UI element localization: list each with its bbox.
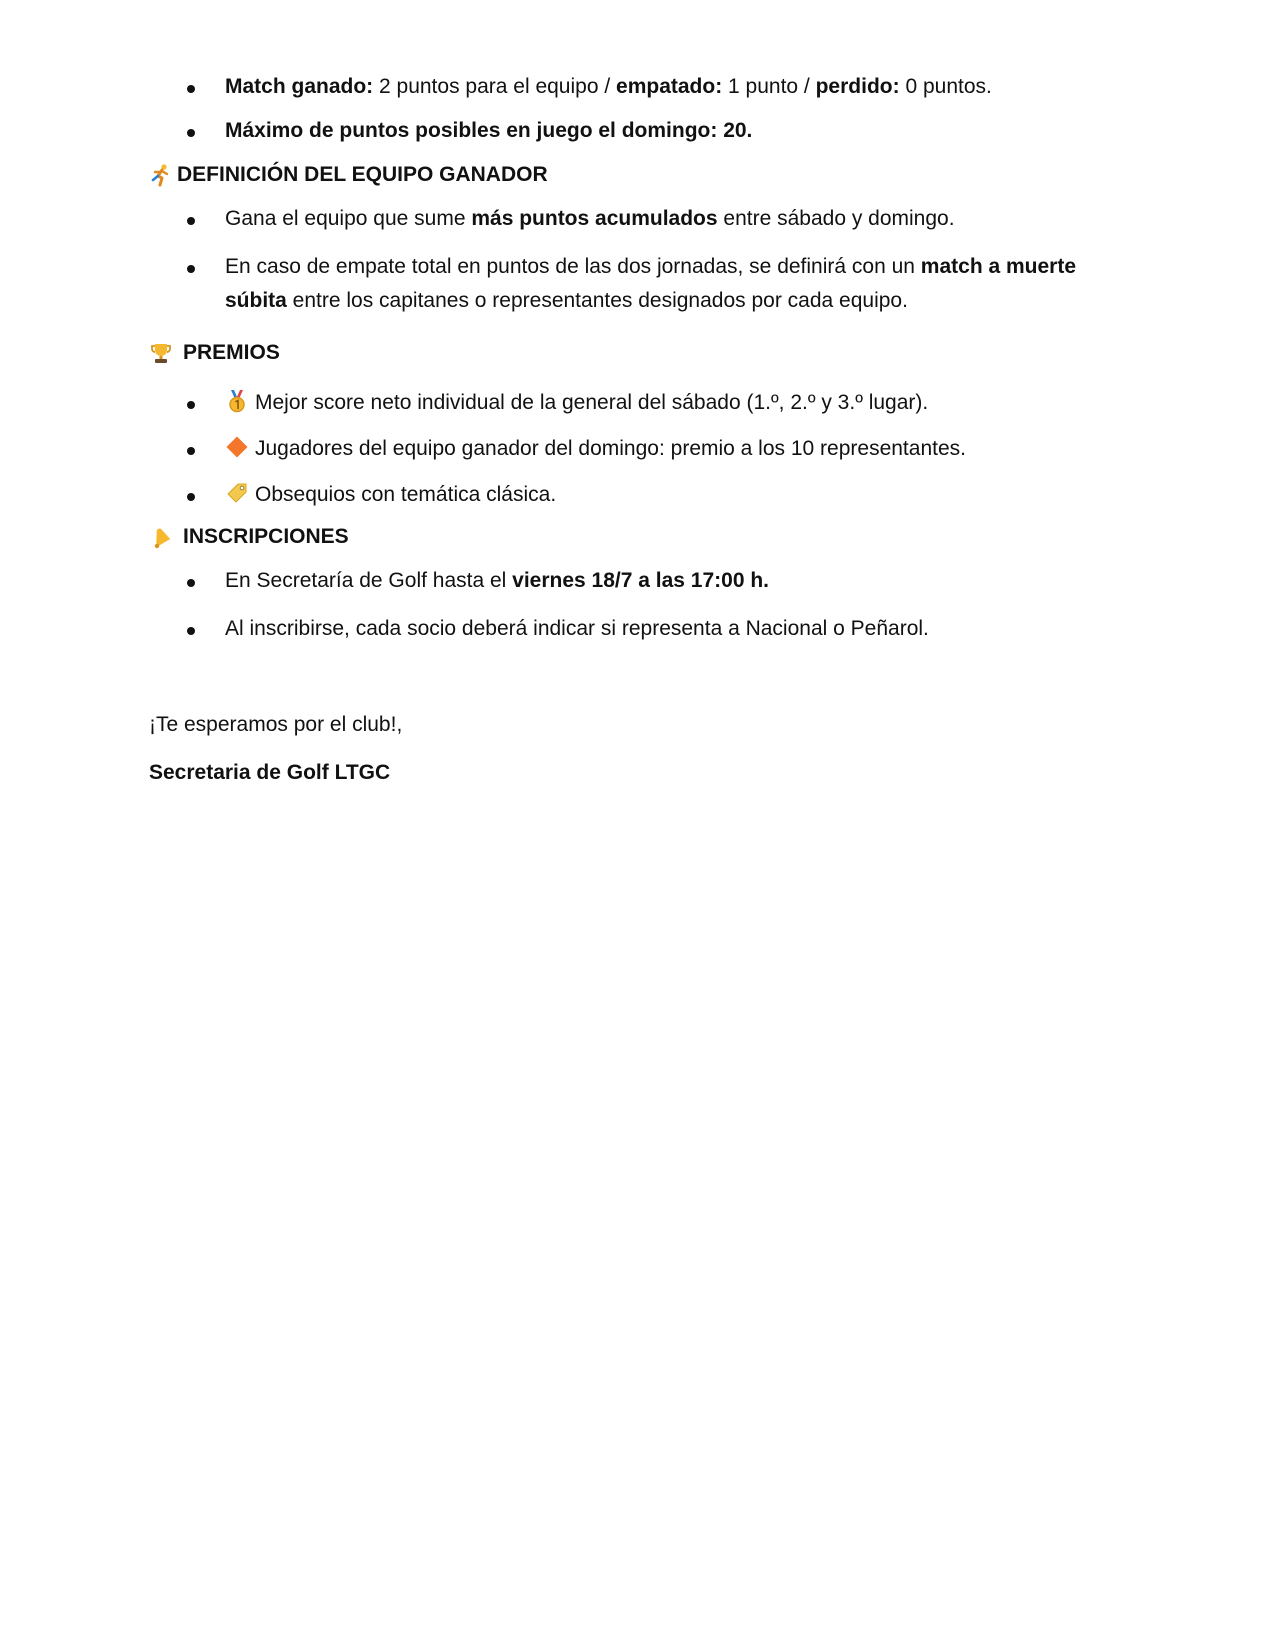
bold-text: Match ganado: [225, 75, 374, 98]
text: En caso de empate total en puntos de las dos jornadas, se definirá con un [225, 255, 921, 279]
text: Mejor score neto individual de la general del sábado (1.º, 2.º y 3.º lugar). [255, 391, 929, 415]
heading-text: PREMIOS [183, 341, 280, 365]
text: entre sábado y domingo. [717, 207, 955, 231]
person-running-icon [149, 163, 173, 187]
text: entre los capitanes o representantes designados por cada equipo. [286, 289, 908, 313]
heading-text: DEFINICIÓN DEL EQUIPO GANADOR [177, 163, 548, 187]
text: Gana el equipo que sume [225, 207, 472, 231]
section-heading-definicion [149, 158, 1129, 192]
bullet-icon [187, 217, 195, 225]
document-content [149, 70, 1129, 790]
premios-list [149, 386, 1129, 512]
list-item [149, 114, 1129, 148]
list-item [149, 478, 1129, 512]
heading-text: INSCRIPCIONES [183, 525, 349, 549]
bell-icon [149, 525, 173, 549]
list-item [149, 612, 1129, 646]
label-tag-icon [225, 481, 249, 505]
scoring-list [149, 70, 1129, 148]
list-item [149, 70, 1129, 104]
signature: Secretaria de Golf LTGC [149, 761, 391, 785]
bullet-icon [187, 401, 195, 409]
trophy-icon [149, 341, 173, 365]
list-item [149, 564, 1129, 598]
text: 0 puntos. [899, 75, 992, 98]
bullet-icon [187, 85, 195, 93]
inscripciones-list [149, 564, 1129, 646]
definicion-list [149, 202, 1129, 318]
text: 1 punto / [722, 75, 816, 98]
list-item [149, 202, 1129, 236]
text: Jugadores del equipo ganador del domingo: premio a los 10 representantes. [255, 437, 966, 461]
bullet-icon [187, 627, 195, 635]
bullet-icon [187, 579, 195, 587]
bold-text: más puntos acumulados [471, 207, 718, 231]
text: 2 puntos para el equipo / [373, 75, 617, 98]
bold-text: Máximo de puntos posibles en juego el domingo: 20. [225, 119, 753, 143]
first-place-medal-icon [225, 389, 249, 413]
text: En Secretaría de Golf hasta el [225, 569, 513, 593]
bullet-icon [187, 493, 195, 501]
list-item [149, 250, 1129, 318]
bullet-icon [187, 265, 195, 273]
section-heading-inscripciones [149, 520, 1129, 554]
closing-greeting: ¡Te esperamos por el club!, [149, 713, 403, 737]
section-heading-premios [149, 336, 1129, 370]
list-item [149, 386, 1129, 420]
bold-text: empatado: [616, 75, 723, 98]
orange-diamond-icon [225, 435, 249, 459]
bold-text: perdido: [815, 75, 900, 98]
text: Obsequios con temática clásica. [255, 483, 557, 507]
text: Al inscribirse, cada socio deberá indicar si representa a Nacional o Peñarol. [225, 617, 929, 641]
bullet-icon [187, 447, 195, 455]
bullet-icon [187, 129, 195, 137]
list-item [149, 432, 1129, 466]
bold-text: viernes 18/7 a las 17:00 h. [512, 569, 770, 593]
bold-text: match a muerte súbita [225, 255, 1077, 313]
